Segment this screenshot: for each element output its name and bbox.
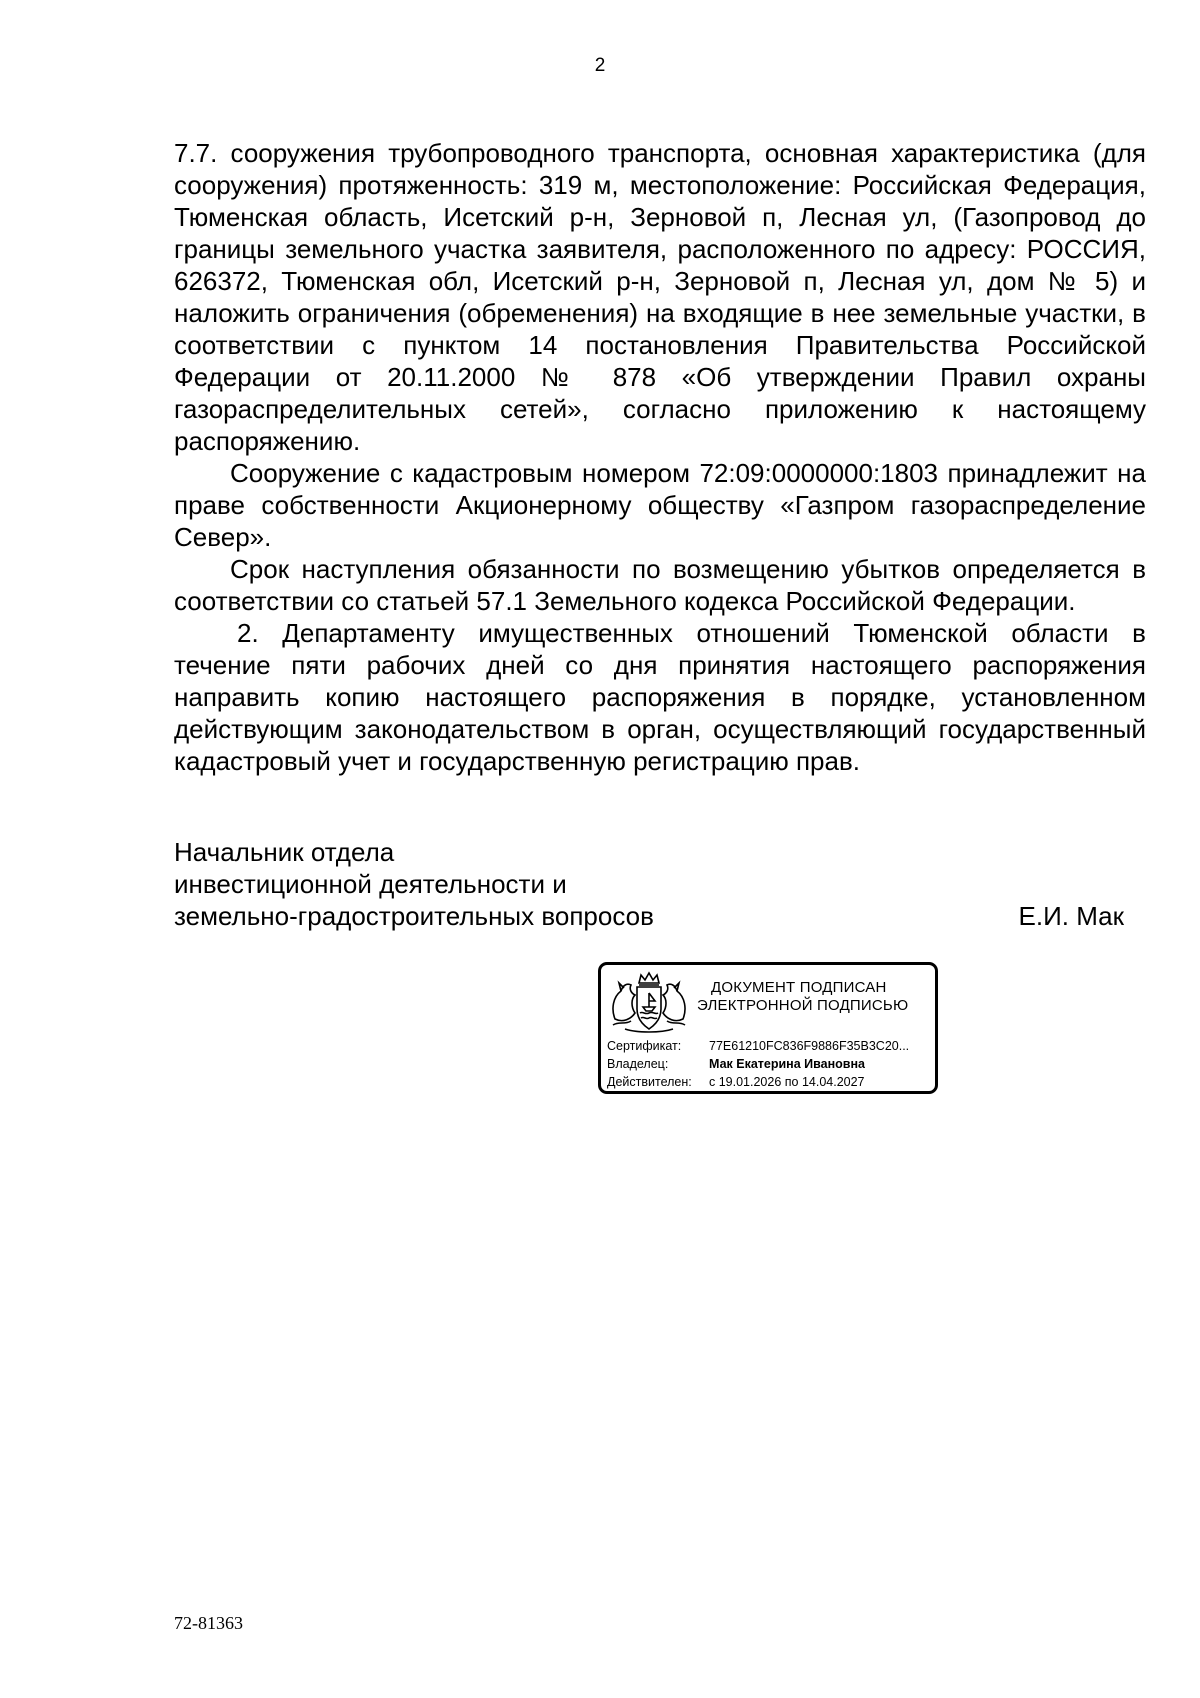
electronic-signature-stamp (598, 962, 938, 1094)
validity-value: с 19.01.2026 по 14.04.2027 (709, 1075, 865, 1089)
paragraph-item-7-7: 7.7. сооружения трубопроводного транспорта, основная характеристика (для сооружения) протяженность: 319 м, местоположение: Российская Федерация, Тюменская область, Исетский р-н, Зерновой п, Лесная ул, (Газопровод до границы земельного участка заявителя, расположенного по адресу: РОССИЯ, 626372, Тюменская обл, Исетский р-н, Зерновой п, Лесная ул, дом № 5) и наложить ограничения (обременения) на входящие в нее земельные участки, в соответствии с пунктом 14 постановления Правительства Российской Федерации от 20.11.2000 № 878 «Об утверждении Правил охраны газораспределительных сетей», согласно приложению к настоящему распоряжению. (174, 138, 1146, 456)
signer-position-line1: Начальник отдела (174, 837, 395, 867)
signer-position-line2: инвестиционной деятельности и (174, 869, 567, 899)
tyumen-coat-of-arms-icon (609, 969, 689, 1035)
certificate-value: 77E61210FC836F9886F35B3C20... (709, 1039, 910, 1053)
certificate-label: Сертификат: (607, 1039, 682, 1053)
stamp-title (697, 979, 908, 1015)
stamp-validity-row (607, 1073, 933, 1091)
page-number: 2 (594, 55, 606, 76)
signer-position-row (174, 900, 1124, 932)
stamp-title-line1: ДОКУМЕНТ ПОДПИСАН (711, 979, 887, 996)
signer-position-line3: земельно-градостроительных вопросов (174, 901, 654, 931)
paragraph-damages-term: Срок наступления обязанности по возмещению убытков определяется в соответствии со статьей 57.1 Земельного кодекса Российской Федерации. (174, 554, 1146, 616)
signature-block (174, 836, 1124, 932)
stamp-certificate-row (607, 1037, 933, 1055)
owner-value: Мак Екатерина Ивановна (709, 1057, 865, 1071)
paragraph-item-2: 2. Департаменту имущественных отношений Тюменской области в течение пяти рабочих дней со дня принятия настоящего распоряжения направить копию настоящего распоряжения в порядке, установленном действующим законодательством в орган, осуществляющий государственный кадастровый учет и государственную регистрацию прав. (174, 618, 1146, 776)
signer-name: Е.И. Мак (1018, 901, 1124, 931)
validity-label: Действителен: (607, 1075, 692, 1089)
stamp-title-line2: ЭЛЕКТРОННОЙ ПОДПИСЬЮ (697, 997, 909, 1014)
document-code: 72-81363 (174, 1613, 243, 1633)
paragraph-ownership: Сооружение с кадастровым номером 72:09:0000000:1803 принадлежит на праве собственности Акционерному обществу «Газпром газораспределение Север». (174, 458, 1146, 552)
owner-label: Владелец: (607, 1057, 669, 1071)
stamp-details (607, 1037, 933, 1091)
stamp-owner-row (607, 1055, 933, 1073)
document-body (174, 137, 1146, 777)
